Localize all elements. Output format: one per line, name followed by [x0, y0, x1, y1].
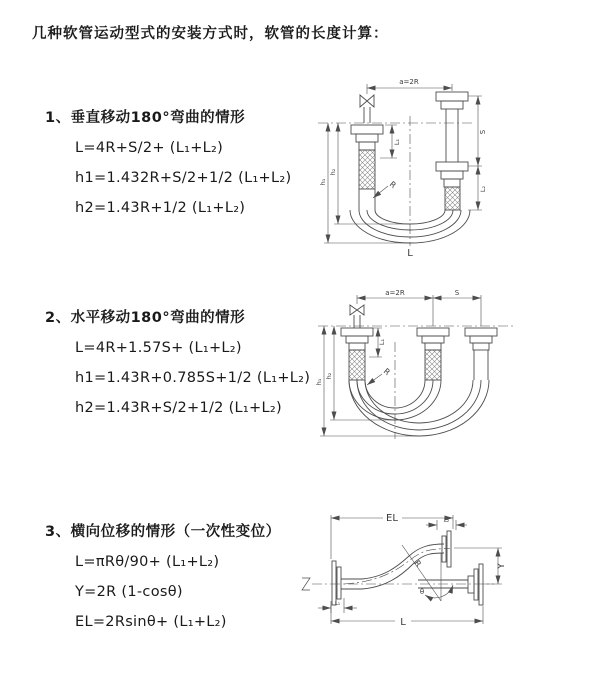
formula-line: L=4R+1.57S+ (L₁+L₂) — [75, 340, 242, 356]
section-3-heading: 3、横向位移的情形（一次性变位） — [45, 524, 281, 540]
hose-wall-lower — [362, 553, 444, 589]
middle-flange-assembly — [417, 328, 449, 350]
section-1 — [45, 106, 291, 223]
formula-line: EL=2Rsinθ+ (L₁+L₂) — [75, 614, 227, 630]
dim-label-h1: h₁ — [319, 178, 327, 186]
braided-hose-left — [359, 150, 375, 189]
original-position-pipe — [418, 564, 483, 605]
radius-leader-arrow — [367, 374, 382, 385]
length-label: L — [400, 617, 406, 628]
left-flange-assembly — [341, 328, 373, 350]
diagram2-dimensions — [320, 295, 481, 436]
diagram-vertical-180-bend — [310, 70, 600, 260]
dim-label-l2: L₂ — [479, 185, 487, 193]
formula-line: h1=1.432R+S/2+1/2 (L₁+L₂) — [75, 170, 292, 186]
formula-line: h2=1.43R+S/2+1/2 (L₁+L₂) — [75, 400, 282, 416]
radius-label: R — [412, 558, 423, 569]
dim-label-el: EL — [386, 513, 398, 524]
valve-icon — [360, 95, 374, 107]
right-pipe — [446, 109, 458, 162]
diagram3-labels — [335, 513, 507, 628]
dim-label-a2r: a=2R — [385, 289, 405, 297]
section-2 — [45, 306, 310, 423]
right-flange-displaced — [442, 531, 451, 567]
right-flange-assembly — [465, 328, 497, 350]
diagram1-labels — [319, 78, 487, 259]
diagram-horizontal-180-bend — [312, 284, 600, 449]
dim-label-a2r: a=2R — [399, 78, 419, 86]
hose-walls-right — [474, 350, 488, 380]
pipe-stub — [364, 107, 370, 123]
dim-label-h1: h₁ — [315, 378, 323, 386]
section-3-formulas — [75, 547, 281, 637]
braided-hose-right — [445, 187, 460, 210]
section-2-heading: 2、水平移动180°弯曲的情形 — [45, 310, 246, 326]
section-1-formulas — [75, 133, 291, 223]
dim-label-l2: L₂ — [443, 518, 450, 524]
hose-walls-left — [359, 189, 375, 210]
formula-line: Y=2R (1-cosθ) — [75, 584, 183, 600]
dim-label-h2: h₂ — [325, 372, 333, 380]
angle-arc-arrow — [425, 585, 453, 598]
braided-hose-middle — [425, 350, 441, 380]
dim-label-l1: L₁ — [378, 338, 386, 346]
left-flange-assembly — [351, 125, 383, 150]
length-label: L — [407, 248, 413, 259]
valve-icon — [350, 305, 364, 315]
page-title: 几种软管运动型式的安装方式时，软管的长度计算： — [32, 26, 389, 42]
dim-label-s: S — [454, 289, 460, 297]
right-flange-assembly-bottom — [436, 162, 468, 187]
diagram-lateral-displacement — [298, 503, 600, 651]
theta-label: θ — [419, 588, 425, 596]
dim-label-y: Y — [497, 563, 507, 569]
section-3 — [45, 520, 281, 637]
formula-line: h2=1.43R+1/2 (L₁+L₂) — [75, 200, 246, 216]
right-flange-assembly-top — [436, 92, 468, 109]
section-1-heading: 1、垂直移动180°弯曲的情形 — [45, 110, 246, 126]
dim-label-l1: L₁ — [393, 138, 401, 146]
u-bend-arcs-displaced — [349, 380, 489, 436]
radius-label: R — [381, 366, 392, 378]
centerline-break-symbol — [302, 578, 310, 590]
dim-label-s: S — [479, 129, 487, 135]
dim-label-l1: L₁ — [334, 601, 341, 607]
formula-line: L=πRθ/90+ (L₁+L₂) — [75, 554, 220, 570]
dim-label-h2: h₂ — [329, 168, 337, 176]
diagram2-drawing — [318, 305, 514, 439]
formula-line: h1=1.43R+0.785S+1/2 (L₁+L₂) — [75, 370, 311, 386]
hose-wall-upper — [362, 544, 444, 579]
formula-line: L=4R+S/2+ (L₁+L₂) — [75, 140, 224, 156]
braided-hose-left — [349, 350, 365, 380]
left-flange — [332, 561, 341, 605]
radius-label: R — [387, 179, 398, 191]
diagram1-drawing — [318, 92, 473, 246]
section-2-formulas — [75, 333, 310, 423]
